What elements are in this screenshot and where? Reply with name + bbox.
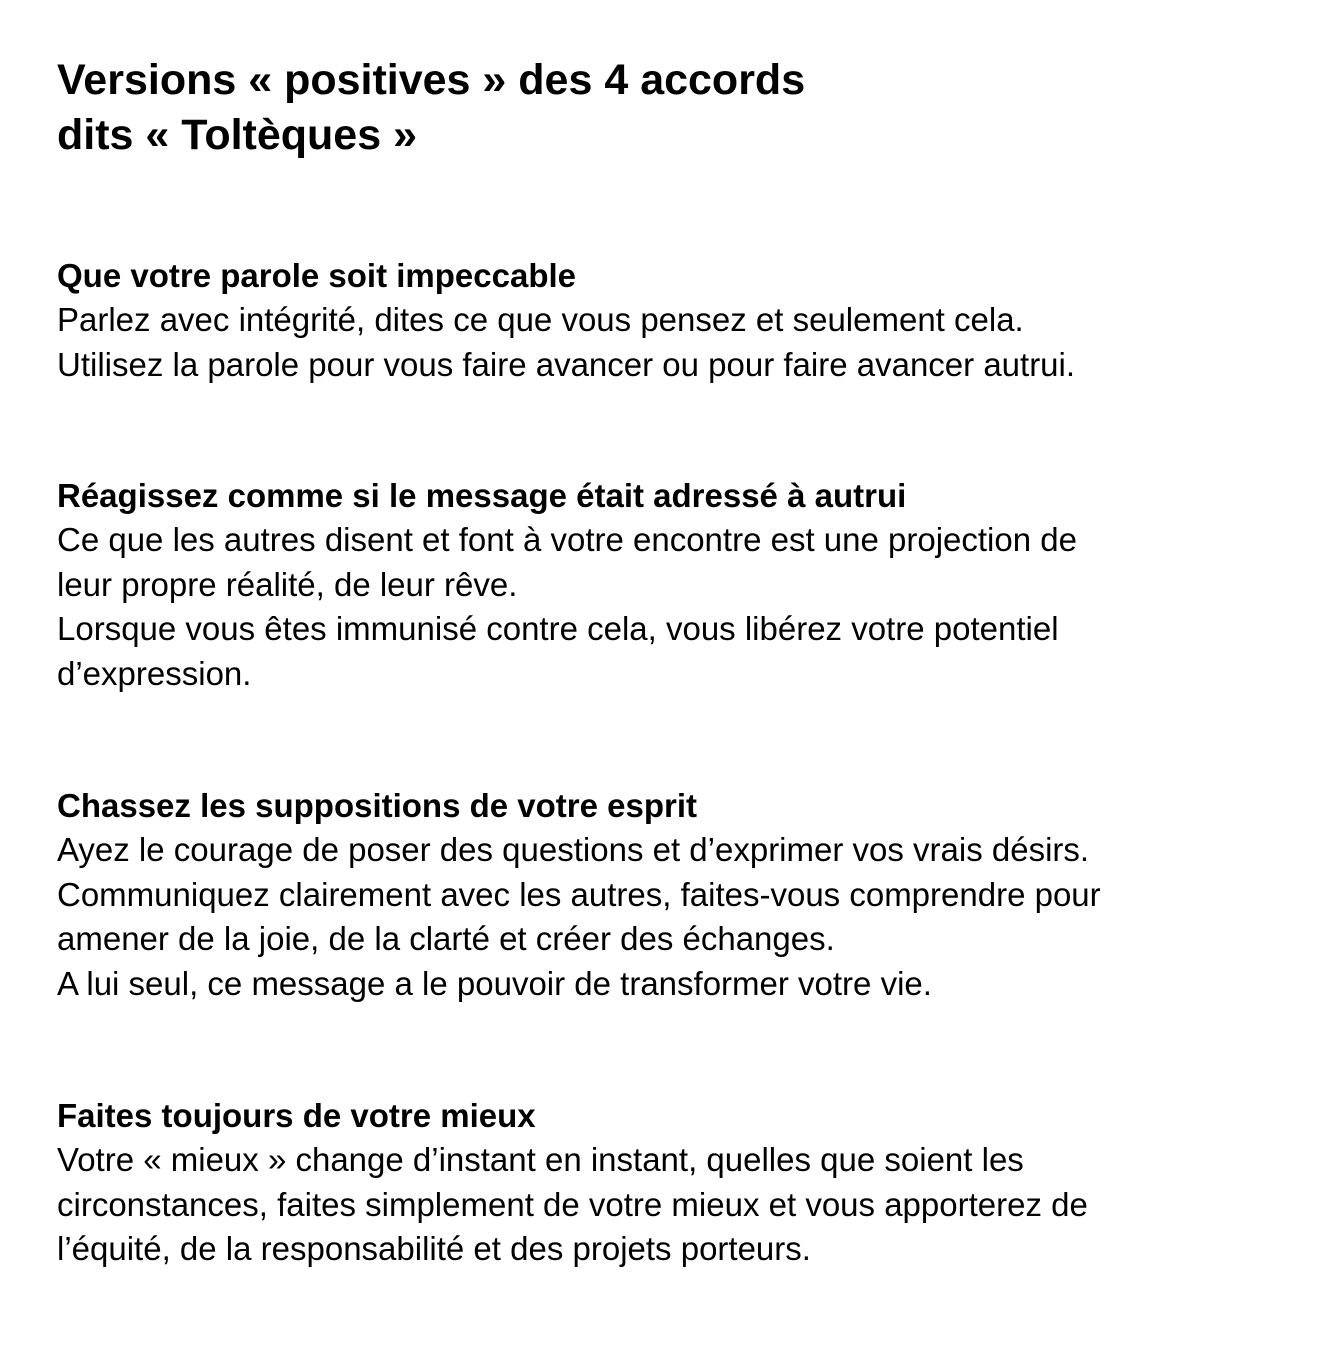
page-title bbox=[57, 0, 1317, 163]
section-heading: Faites toujours de votre mieux bbox=[57, 1097, 536, 1134]
title-line-1: Versions « positives » des 4 accords bbox=[57, 56, 806, 104]
paragraph-line: Votre « mieux » change d’instant en instant, quelles que soient les bbox=[57, 1141, 1024, 1178]
section-assumptions bbox=[57, 784, 1317, 1006]
paragraph-line: Ayez le courage de poser des questions et d’exprimer vos vrais désirs. bbox=[57, 831, 1090, 868]
paragraph-line: l’équité, de la responsabilité et des projets porteurs. bbox=[57, 1230, 811, 1267]
paragraph-line: Lorsque vous êtes immunisé contre cela, vous libérez votre potentiel bbox=[57, 610, 1059, 647]
document-page bbox=[57, 0, 1317, 1267]
paragraph-line: amener de la joie, de la clarté et créer des échanges. bbox=[57, 920, 835, 957]
section-heading: Que votre parole soit impeccable bbox=[57, 257, 577, 294]
paragraph-line: circonstances, faites simplement de votre mieux et vous apporterez de bbox=[57, 1185, 1088, 1223]
paragraph-line: Ce que les autres disent et font à votre encontre est une projection de bbox=[57, 521, 1077, 558]
paragraph-line: leur propre réalité, de leur rêve. bbox=[57, 565, 518, 603]
paragraph-line: Utilisez la parole pour vous faire avancer ou pour faire avancer autrui. bbox=[57, 345, 1076, 383]
section-impeccable-word bbox=[57, 254, 1317, 387]
title-line-2: dits « Toltèques » bbox=[57, 111, 417, 159]
section-react-as-if bbox=[57, 474, 1317, 696]
paragraph-line: d’expression. bbox=[57, 654, 252, 692]
section-do-your-best bbox=[57, 1094, 1317, 1272]
paragraph-line: Communiquez clairement avec les autres, faites-vous comprendre pour bbox=[57, 875, 1101, 913]
section-heading: Réagissez comme si le message était adressé à autrui bbox=[57, 477, 907, 514]
paragraph-line: A lui seul, ce message a le pouvoir de transformer votre vie. bbox=[57, 964, 932, 1002]
paragraph-line: Parlez avec intégrité, dites ce que vous pensez et seulement cela. bbox=[57, 301, 1024, 338]
section-heading: Chassez les suppositions de votre esprit bbox=[57, 787, 698, 824]
